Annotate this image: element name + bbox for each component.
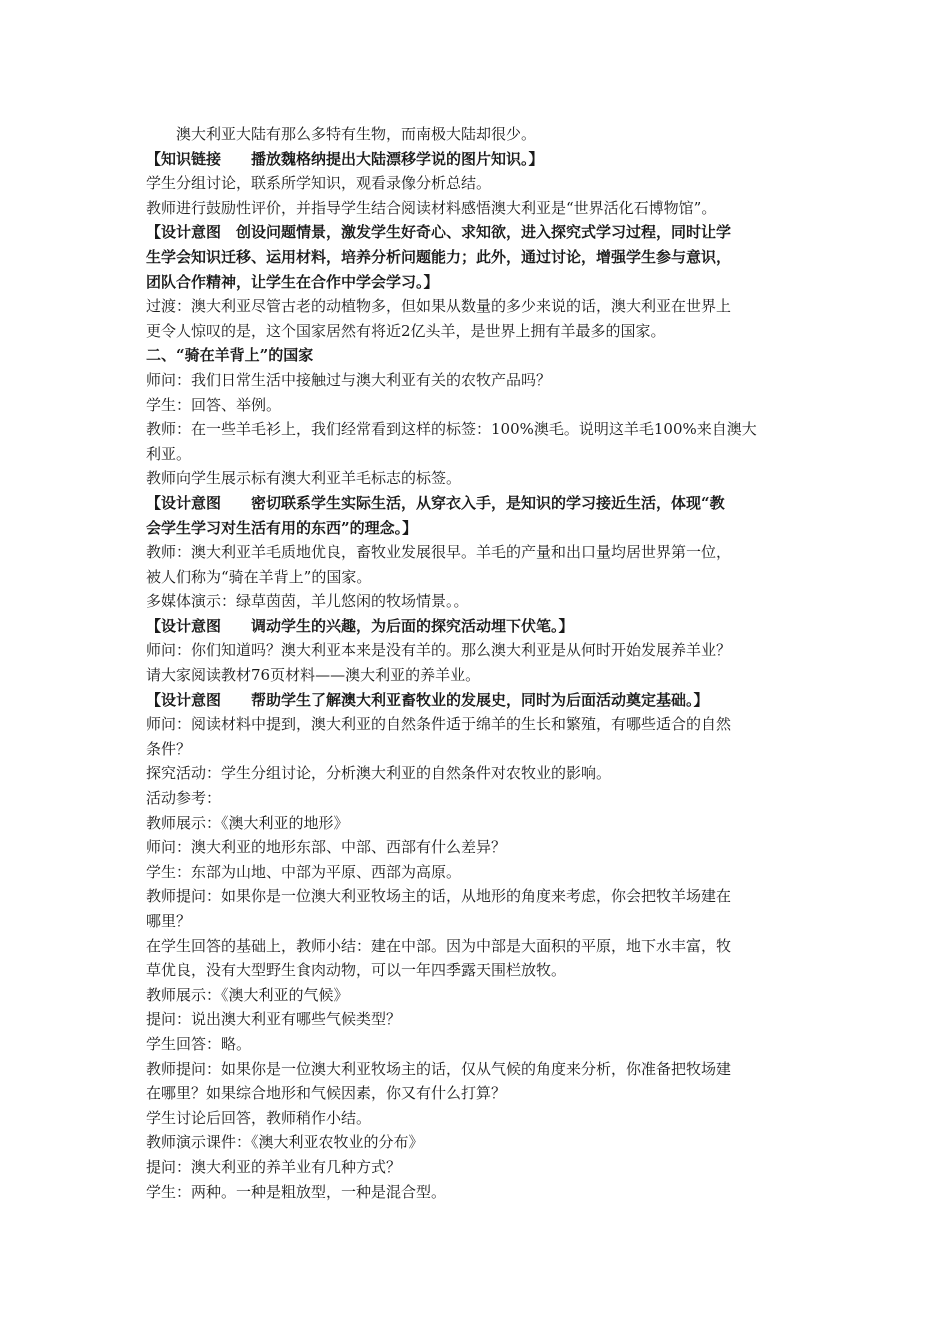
design-intent-note: 【设计意图 密切联系学生实际生活，从穿衣入手，是知识的学习接近生活，体现“教 bbox=[146, 493, 725, 512]
paragraph-line: 哪里？ bbox=[146, 912, 192, 930]
paragraph-line: 师问：我们日常生活中接触过与澳大利亚有关的农牧产品吗？ bbox=[146, 370, 552, 389]
design-intent-note: 【设计意图 帮助学生了解澳大利亚畜牧业的发展史，同时为后面活动奠定基础。】 bbox=[146, 690, 709, 709]
design-intent-note: 会学生学习对生活有用的东西”的理念。】 bbox=[146, 518, 418, 537]
paragraph-line: 教师进行鼓励性评价，并指导学生结合阅读材料感悟澳大利亚是“世界活化石博物馆”。 bbox=[146, 198, 717, 217]
paragraph-line: 学生分组讨论，联系所学知识，观看录像分析总结。 bbox=[146, 174, 492, 193]
paragraph-line: 教师提问：如果你是一位澳大利亚牧场主的话，仅从气候的角度来分析，你准备把牧场建 bbox=[146, 1059, 732, 1078]
paragraph-line: 在学生回答的基础上，教师小结：建在中部。因为中部是大面积的平原，地下水丰富，牧 bbox=[146, 936, 732, 955]
paragraph-line: 提问：澳大利亚的养羊业有几种方式？ bbox=[146, 1157, 402, 1176]
paragraph-line: 学生：东部为山地、中部为平原、西部为高原。 bbox=[146, 862, 462, 881]
paragraph-line: 教师演示课件：《澳大利亚农牧业的分布》 bbox=[146, 1133, 424, 1152]
paragraph-line: 教师展示：《澳大利亚的地形》 bbox=[146, 813, 349, 832]
paragraph-line: 学生讨论后回答，教师稍作小结。 bbox=[146, 1108, 372, 1127]
paragraph-line: 师问：澳大利亚的地形东部、中部、西部有什么差异？ bbox=[146, 838, 507, 857]
section-heading: 二、“骑在羊背上”的国家 bbox=[146, 346, 314, 365]
paragraph-line: 草优良，没有大型野生食肉动物，可以一年四季露天围栏放牧。 bbox=[146, 961, 567, 980]
paragraph-line: 请大家阅读教材76页材料——澳大利亚的养羊业。 bbox=[146, 666, 481, 685]
paragraph-line: 过渡：澳大利亚尽管古老的动植物多，但如果从数量的多少来说的话，澳大利亚在世界上 bbox=[146, 297, 732, 316]
paragraph-line: 更令人惊叹的是，这个国家居然有将近2亿头羊，是世界上拥有羊最多的国家。 bbox=[146, 321, 666, 340]
paragraph-line: 利亚。 bbox=[146, 444, 192, 463]
paragraph-line: 学生：两种。一种是粗放型，一种是混合型。 bbox=[146, 1182, 447, 1201]
paragraph-line: 提问：说出澳大利亚有哪些气候类型？ bbox=[146, 1010, 402, 1029]
paragraph-line: 多媒体演示：绿草茵茵，羊儿悠闲的牧场情景。。 bbox=[146, 592, 469, 611]
knowledge-link-note: 【知识链接 播放魏格纳提出大陆漂移学说的图片知识。】 bbox=[146, 149, 544, 168]
paragraph-line: 条件？ bbox=[146, 739, 192, 758]
paragraph-line: 探究活动：学生分组讨论，分析澳大利亚的自然条件对农牧业的影响。 bbox=[146, 764, 612, 783]
design-intent-note: 团队合作精神，让学生在合作中学会学习。】 bbox=[146, 272, 439, 291]
paragraph-line: 学生：回答、举例。 bbox=[146, 395, 282, 414]
paragraph-line: 被人们称为“骑在羊背上”的国家。 bbox=[146, 567, 372, 586]
paragraph-line: 学生回答：略。 bbox=[146, 1034, 252, 1053]
design-intent-note: 【设计意图 创设问题情景，激发学生好奇心、求知欲，进入探究式学习过程，同时让学 bbox=[146, 223, 732, 242]
paragraph-line: 师问：你们知道吗？澳大利亚本来是没有羊的。那么澳大利亚是从何时开始发展养羊业？ bbox=[146, 641, 732, 660]
document-body bbox=[146, 122, 810, 1204]
design-intent-note: 生学会知识迁移、运用材料，培养分析问题能力；此外，通过讨论，增强学生参与意识， bbox=[146, 247, 732, 266]
paragraph-line: 教师：在一些羊毛衫上，我们经常看到这样的标签：100%澳毛。说明这羊毛100%来自澳大 bbox=[146, 420, 757, 439]
paragraph-line: 在哪里？如果综合地形和气候因素，你又有什么打算？ bbox=[146, 1084, 507, 1103]
paragraph-line: 教师提问：如果你是一位澳大利亚牧场主的话，从地形的角度来考虑，你会把牧羊场建在 bbox=[146, 887, 732, 906]
paragraph-line: 教师展示：《澳大利亚的气候》 bbox=[146, 985, 349, 1004]
paragraph-line: 教师：澳大利亚羊毛质地优良，畜牧业发展很早。羊毛的产量和出口量均居世界第一位， bbox=[146, 543, 732, 562]
paragraph-line: 活动参考： bbox=[146, 789, 222, 808]
design-intent-note: 【设计意图 调动学生的兴趣，为后面的探究活动埋下伏笔。】 bbox=[146, 616, 574, 635]
paragraph-line: 教师向学生展示标有澳大利亚羊毛标志的标签。 bbox=[146, 469, 462, 488]
paragraph-line: 师问：阅读材料中提到，澳大利亚的自然条件适于绵羊的生长和繁殖，有哪些适合的自然 bbox=[146, 715, 732, 734]
paragraph-line: 澳大利亚大陆有那么多特有生物，而南极大陆却很少。 bbox=[176, 125, 537, 143]
